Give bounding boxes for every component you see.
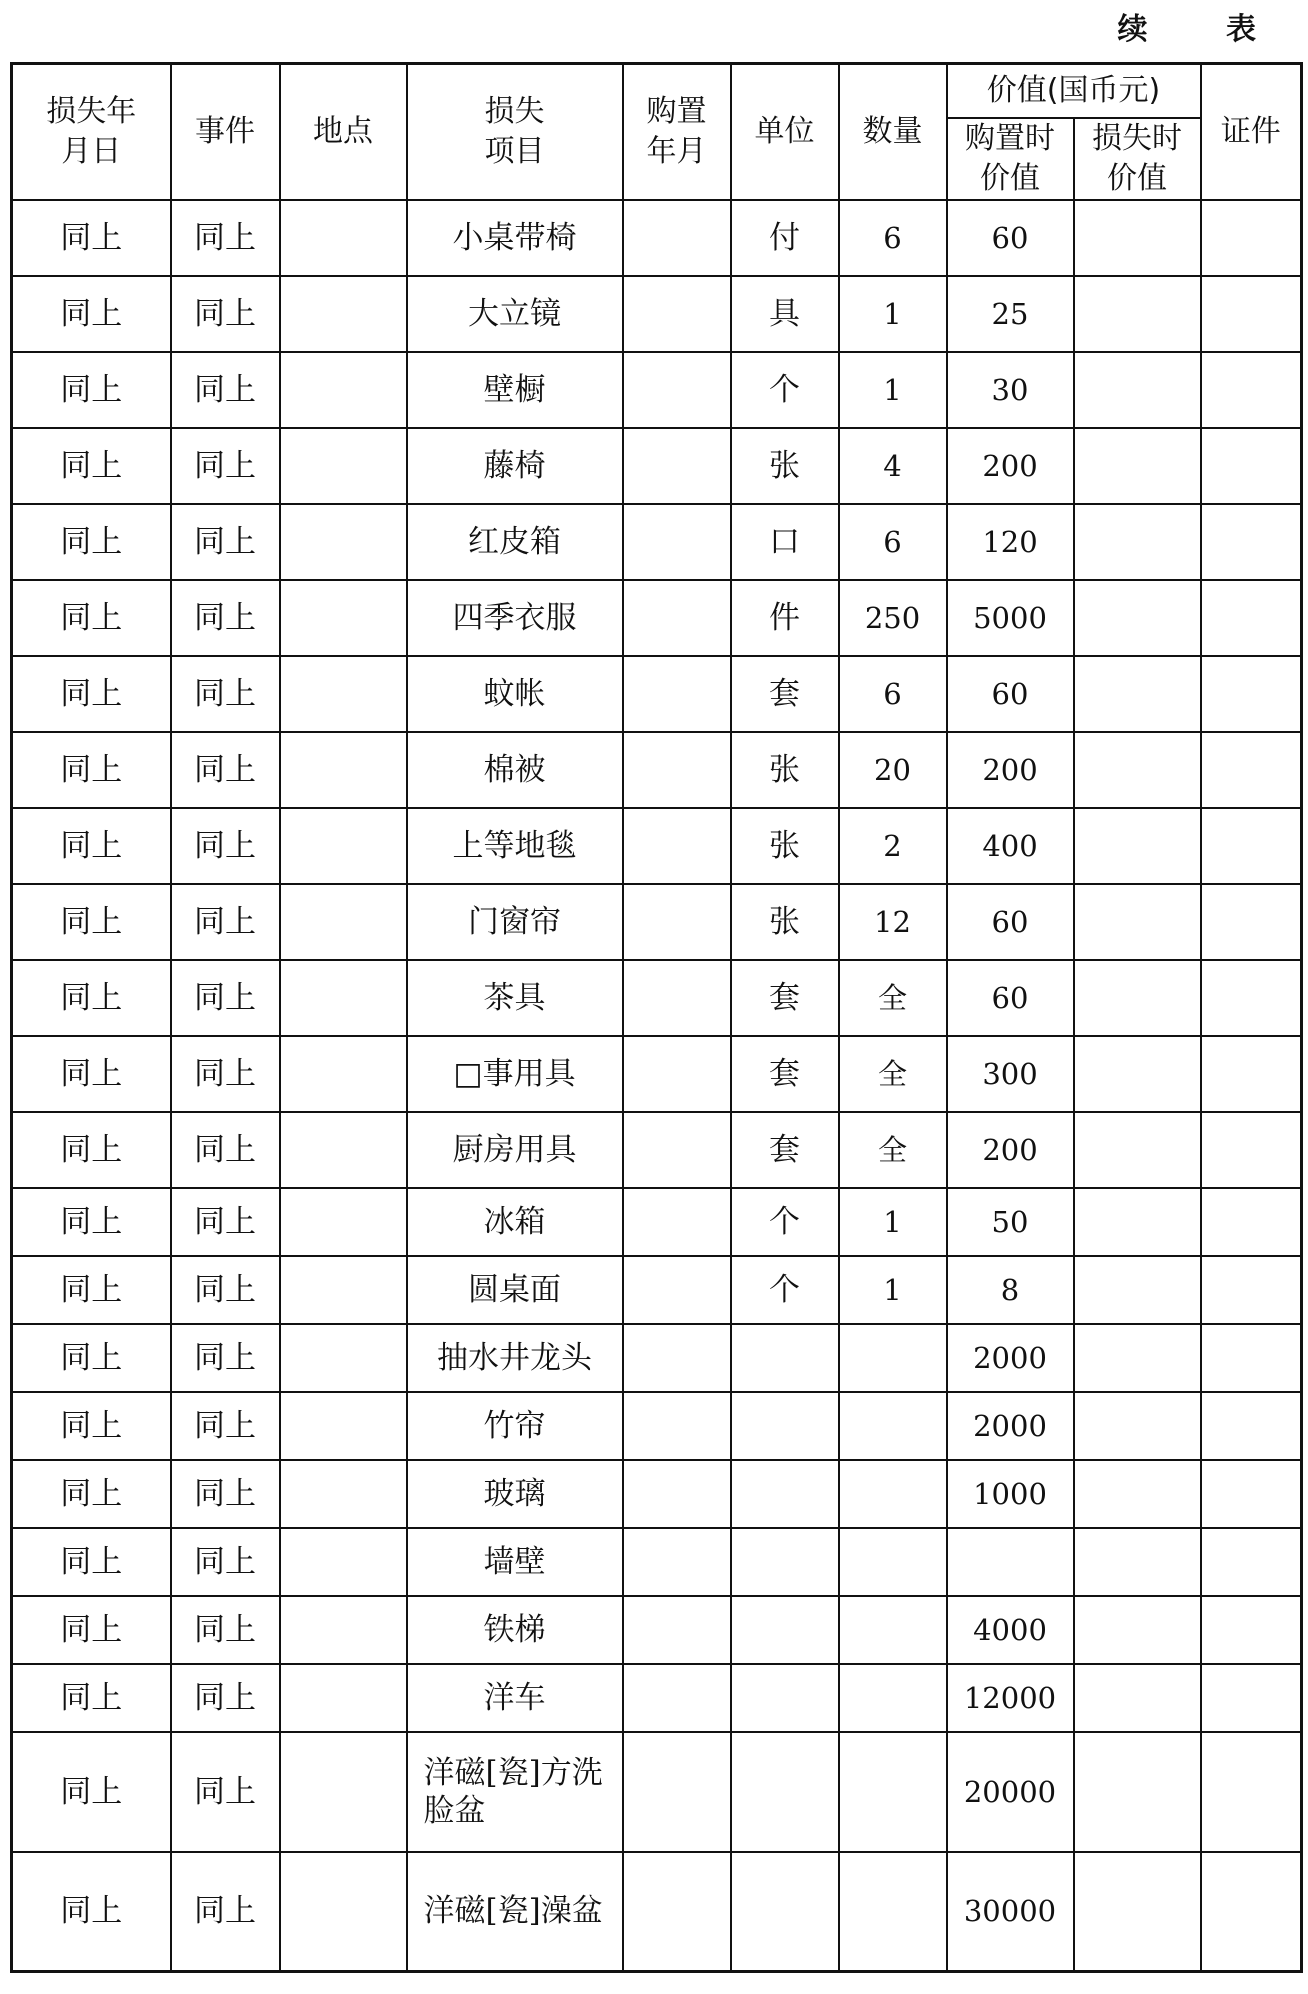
item-cell: 圆桌面 (407, 1256, 623, 1324)
event-cell: 同上 (171, 808, 280, 884)
place-cell (280, 1112, 407, 1188)
item-cell: 大立镜 (407, 276, 623, 352)
value-at-purchase-cell: 2000 (947, 1392, 1074, 1460)
purchase-date-cell (623, 884, 731, 960)
loss-date-cell: 同上 (12, 1392, 171, 1460)
place-cell (280, 276, 407, 352)
loss-date-cell: 同上 (12, 1036, 171, 1112)
certificate-cell (1201, 808, 1302, 884)
loss-date-cell: 同上 (12, 960, 171, 1036)
event-cell: 同上 (171, 1852, 280, 1972)
place-cell (280, 1596, 407, 1664)
loss-date-cell: 同上 (12, 276, 171, 352)
unit-cell (731, 1460, 839, 1528)
unit-cell: 个 (731, 1256, 839, 1324)
value-at-purchase-cell: 30 (947, 352, 1074, 428)
value-at-loss-cell (1074, 428, 1201, 504)
value-at-loss-cell (1074, 1324, 1201, 1392)
header-item (407, 64, 623, 200)
header-unit-label: 单位 (754, 113, 815, 149)
item-cell: 洋磁[瓷]澡盆 (407, 1852, 623, 1972)
purchase-date-cell (623, 1256, 731, 1324)
purchase-date-cell (623, 1324, 731, 1392)
value-at-purchase-cell: 1000 (947, 1460, 1074, 1528)
unit-cell: 个 (731, 352, 839, 428)
event-cell: 同上 (171, 352, 280, 428)
table-row (12, 808, 1302, 884)
header-value-group-label: 价值(国币元) (986, 72, 1161, 108)
quantity-cell: 12 (839, 884, 947, 960)
place-cell (280, 504, 407, 580)
place-cell (280, 1852, 407, 1972)
event-cell: 同上 (171, 1036, 280, 1112)
header-loss-date (12, 64, 171, 200)
value-at-loss-cell (1074, 1036, 1201, 1112)
unit-cell: 套 (731, 960, 839, 1036)
purchase-date-cell (623, 428, 731, 504)
event-cell: 同上 (171, 732, 280, 808)
unit-cell: 张 (731, 732, 839, 808)
event-cell: 同上 (171, 1188, 280, 1256)
value-at-loss-cell (1074, 884, 1201, 960)
event-cell: 同上 (171, 1392, 280, 1460)
certificate-cell (1201, 504, 1302, 580)
place-cell (280, 200, 407, 276)
quantity-cell: 全 (839, 1036, 947, 1112)
value-at-purchase-cell: 60 (947, 960, 1074, 1036)
value-at-purchase-cell: 60 (947, 656, 1074, 732)
unit-cell: 个 (731, 1188, 839, 1256)
unit-cell (731, 1324, 839, 1392)
loss-date-cell: 同上 (12, 1596, 171, 1664)
quantity-cell (839, 1596, 947, 1664)
event-cell: 同上 (171, 580, 280, 656)
item-cell: 墙壁 (407, 1528, 623, 1596)
header-loss-date-label: 损失年 月日 (46, 93, 137, 169)
event-cell: 同上 (171, 200, 280, 276)
loss-date-cell: 同上 (12, 1528, 171, 1596)
value-at-loss-cell (1074, 1256, 1201, 1324)
value-at-loss-cell (1074, 1596, 1201, 1664)
purchase-date-cell (623, 580, 731, 656)
loss-date-cell: 同上 (12, 1256, 171, 1324)
certificate-cell (1201, 1112, 1302, 1188)
value-at-purchase-cell: 30000 (947, 1852, 1074, 1972)
unit-cell (731, 1596, 839, 1664)
item-cell: 洋磁[瓷]方洗脸盆 (407, 1732, 623, 1852)
event-cell: 同上 (171, 1256, 280, 1324)
purchase-date-cell (623, 352, 731, 428)
quantity-cell (839, 1528, 947, 1596)
header-certificate (1201, 64, 1302, 200)
unit-cell (731, 1852, 839, 1972)
certificate-cell (1201, 960, 1302, 1036)
quantity-cell (839, 1664, 947, 1732)
item-cell: 棉被 (407, 732, 623, 808)
certificate-cell (1201, 580, 1302, 656)
loss-date-cell: 同上 (12, 428, 171, 504)
certificate-cell (1201, 1256, 1302, 1324)
value-at-loss-cell (1074, 1852, 1201, 1972)
header-unit (731, 64, 839, 200)
event-cell: 同上 (171, 1460, 280, 1528)
purchase-date-cell (623, 1112, 731, 1188)
quantity-cell (839, 1732, 947, 1852)
purchase-date-cell (623, 732, 731, 808)
header-place (280, 64, 407, 200)
unit-cell: 付 (731, 200, 839, 276)
place-cell (280, 656, 407, 732)
value-at-loss-cell (1074, 1664, 1201, 1732)
certificate-cell (1201, 1528, 1302, 1596)
value-at-purchase-cell: 50 (947, 1188, 1074, 1256)
continued-table-caption: 续 表 (1117, 12, 1290, 47)
unit-cell: 套 (731, 656, 839, 732)
item-cell: 抽水井龙头 (407, 1324, 623, 1392)
quantity-cell: 2 (839, 808, 947, 884)
place-cell (280, 1324, 407, 1392)
event-cell: 同上 (171, 960, 280, 1036)
loss-date-cell: 同上 (12, 1460, 171, 1528)
unit-cell: 具 (731, 276, 839, 352)
purchase-date-cell (623, 504, 731, 580)
purchase-date-cell (623, 1596, 731, 1664)
loss-date-cell: 同上 (12, 352, 171, 428)
value-at-purchase-cell: 60 (947, 884, 1074, 960)
unit-cell (731, 1528, 839, 1596)
place-cell (280, 1256, 407, 1324)
certificate-cell (1201, 884, 1302, 960)
table-row (12, 1392, 1302, 1460)
certificate-cell (1201, 1188, 1302, 1256)
certificate-cell (1201, 1596, 1302, 1664)
quantity-cell: 20 (839, 732, 947, 808)
loss-date-cell: 同上 (12, 884, 171, 960)
loss-date-cell: 同上 (12, 1664, 171, 1732)
certificate-cell (1201, 732, 1302, 808)
event-cell: 同上 (171, 1324, 280, 1392)
item-cell: 厨房用具 (407, 1112, 623, 1188)
event-cell: 同上 (171, 504, 280, 580)
place-cell (280, 884, 407, 960)
table-row (12, 504, 1302, 580)
quantity-cell: 250 (839, 580, 947, 656)
unit-cell: 件 (731, 580, 839, 656)
event-cell: 同上 (171, 656, 280, 732)
item-cell: 冰箱 (407, 1188, 623, 1256)
table-row (12, 1596, 1302, 1664)
item-cell: 壁橱 (407, 352, 623, 428)
header-certificate-label: 证件 (1220, 113, 1281, 149)
unit-cell: 口 (731, 504, 839, 580)
certificate-cell (1201, 656, 1302, 732)
loss-date-cell: 同上 (12, 200, 171, 276)
item-cell: □事用具 (407, 1036, 623, 1112)
value-at-loss-cell (1074, 276, 1201, 352)
value-at-purchase-cell: 400 (947, 808, 1074, 884)
loss-date-cell: 同上 (12, 732, 171, 808)
purchase-date-cell (623, 1852, 731, 1972)
purchase-date-cell (623, 656, 731, 732)
header-quantity-label: 数量 (862, 113, 923, 149)
value-at-purchase-cell: 12000 (947, 1664, 1074, 1732)
value-at-loss-cell (1074, 1112, 1201, 1188)
table-row (12, 884, 1302, 960)
header-quantity (839, 64, 947, 200)
value-at-loss-cell (1074, 1392, 1201, 1460)
value-at-loss-cell (1074, 580, 1201, 656)
quantity-cell: 1 (839, 1256, 947, 1324)
quantity-cell: 1 (839, 276, 947, 352)
purchase-date-cell (623, 808, 731, 884)
value-at-purchase-cell: 20000 (947, 1732, 1074, 1852)
header-item-label: 损失 项目 (484, 93, 545, 169)
unit-cell: 张 (731, 808, 839, 884)
certificate-cell (1201, 1036, 1302, 1112)
unit-cell: 张 (731, 884, 839, 960)
item-cell: 红皮箱 (407, 504, 623, 580)
purchase-date-cell (623, 1188, 731, 1256)
certificate-cell (1201, 428, 1302, 504)
header-event-label: 事件 (195, 113, 255, 149)
table-row (12, 580, 1302, 656)
table-row (12, 1112, 1302, 1188)
purchase-date-cell (623, 276, 731, 352)
value-at-loss-cell (1074, 1188, 1201, 1256)
event-cell: 同上 (171, 1112, 280, 1188)
loss-table (10, 62, 1303, 1973)
certificate-cell (1201, 1732, 1302, 1852)
purchase-date-cell (623, 1732, 731, 1852)
value-at-loss-cell (1074, 352, 1201, 428)
value-at-loss-cell (1074, 732, 1201, 808)
table-row (12, 1732, 1302, 1852)
certificate-cell (1201, 276, 1302, 352)
item-cell: 铁梯 (407, 1596, 623, 1664)
item-cell: 藤椅 (407, 428, 623, 504)
value-at-purchase-cell: 2000 (947, 1324, 1074, 1392)
place-cell (280, 580, 407, 656)
header-value-at-loss-label: 损失时 价值 (1092, 120, 1182, 196)
header-value-at-purchase-label: 购置时 价值 (965, 120, 1055, 196)
quantity-cell (839, 1852, 947, 1972)
value-at-loss-cell (1074, 1460, 1201, 1528)
header-event (171, 64, 280, 200)
event-cell: 同上 (171, 1596, 280, 1664)
table-row (12, 352, 1302, 428)
item-cell: 竹帘 (407, 1392, 623, 1460)
item-cell: 玻璃 (407, 1460, 623, 1528)
place-cell (280, 1528, 407, 1596)
event-cell: 同上 (171, 1528, 280, 1596)
place-cell (280, 808, 407, 884)
unit-cell: 套 (731, 1112, 839, 1188)
value-at-purchase-cell: 200 (947, 428, 1074, 504)
quantity-cell: 4 (839, 428, 947, 504)
purchase-date-cell (623, 1460, 731, 1528)
loss-date-cell: 同上 (12, 580, 171, 656)
place-cell (280, 352, 407, 428)
certificate-cell (1201, 1324, 1302, 1392)
certificate-cell (1201, 1664, 1302, 1732)
table-row (12, 1460, 1302, 1528)
item-cell: 洋车 (407, 1664, 623, 1732)
unit-cell (731, 1392, 839, 1460)
table-row (12, 200, 1302, 276)
table-body (12, 200, 1302, 1972)
value-at-purchase-cell: 120 (947, 504, 1074, 580)
certificate-cell (1201, 1852, 1302, 1972)
loss-date-cell: 同上 (12, 1852, 171, 1972)
place-cell (280, 1664, 407, 1732)
value-at-purchase-cell: 200 (947, 1112, 1074, 1188)
table-row (12, 960, 1302, 1036)
value-at-purchase-cell: 60 (947, 200, 1074, 276)
item-cell: 蚊帐 (407, 656, 623, 732)
quantity-cell (839, 1392, 947, 1460)
quantity-cell (839, 1460, 947, 1528)
certificate-cell (1201, 1460, 1302, 1528)
unit-cell: 套 (731, 1036, 839, 1112)
header-value-group (947, 64, 1201, 118)
quantity-cell: 6 (839, 656, 947, 732)
purchase-date-cell (623, 1528, 731, 1596)
table-row (12, 1852, 1302, 1972)
value-at-loss-cell (1074, 960, 1201, 1036)
unit-cell: 张 (731, 428, 839, 504)
value-at-loss-cell (1074, 656, 1201, 732)
place-cell (280, 960, 407, 1036)
quantity-cell: 1 (839, 1188, 947, 1256)
value-at-purchase-cell: 25 (947, 276, 1074, 352)
header-value-at-loss (1074, 118, 1201, 200)
value-at-purchase-cell (947, 1528, 1074, 1596)
table-row (12, 1324, 1302, 1392)
value-at-loss-cell (1074, 504, 1201, 580)
value-at-purchase-cell: 5000 (947, 580, 1074, 656)
unit-cell (731, 1664, 839, 1732)
place-cell (280, 1392, 407, 1460)
value-at-loss-cell (1074, 808, 1201, 884)
value-at-loss-cell (1074, 1732, 1201, 1852)
place-cell (280, 428, 407, 504)
event-cell: 同上 (171, 276, 280, 352)
event-cell: 同上 (171, 428, 280, 504)
certificate-cell (1201, 200, 1302, 276)
quantity-cell: 6 (839, 200, 947, 276)
purchase-date-cell (623, 960, 731, 1036)
table-header (12, 64, 1302, 200)
table-row (12, 1188, 1302, 1256)
quantity-cell: 1 (839, 352, 947, 428)
table-row (12, 276, 1302, 352)
unit-cell (731, 1732, 839, 1852)
place-cell (280, 732, 407, 808)
loss-date-cell: 同上 (12, 1188, 171, 1256)
table-row (12, 1664, 1302, 1732)
table-row (12, 428, 1302, 504)
header-place-label: 地点 (313, 113, 373, 149)
value-at-purchase-cell: 4000 (947, 1596, 1074, 1664)
loss-date-cell: 同上 (12, 808, 171, 884)
item-cell: 门窗帘 (407, 884, 623, 960)
quantity-cell (839, 1324, 947, 1392)
place-cell (280, 1732, 407, 1852)
header-purchase-date (623, 64, 731, 200)
certificate-cell (1201, 1392, 1302, 1460)
loss-date-cell: 同上 (12, 1112, 171, 1188)
place-cell (280, 1188, 407, 1256)
loss-date-cell: 同上 (12, 504, 171, 580)
loss-date-cell: 同上 (12, 1324, 171, 1392)
value-at-purchase-cell: 8 (947, 1256, 1074, 1324)
place-cell (280, 1460, 407, 1528)
header-value-at-purchase (947, 118, 1074, 200)
purchase-date-cell (623, 1664, 731, 1732)
loss-date-cell: 同上 (12, 656, 171, 732)
table-row (12, 1036, 1302, 1112)
purchase-date-cell (623, 200, 731, 276)
table-row (12, 1528, 1302, 1596)
quantity-cell: 全 (839, 1112, 947, 1188)
purchase-date-cell (623, 1036, 731, 1112)
event-cell: 同上 (171, 1732, 280, 1852)
event-cell: 同上 (171, 884, 280, 960)
table-row (12, 1256, 1302, 1324)
value-at-loss-cell (1074, 1528, 1201, 1596)
certificate-cell (1201, 352, 1302, 428)
event-cell: 同上 (171, 1664, 280, 1732)
item-cell: 茶具 (407, 960, 623, 1036)
table-row (12, 732, 1302, 808)
loss-date-cell: 同上 (12, 1732, 171, 1852)
purchase-date-cell (623, 1392, 731, 1460)
value-at-purchase-cell: 300 (947, 1036, 1074, 1112)
quantity-cell: 全 (839, 960, 947, 1036)
table-row (12, 656, 1302, 732)
item-cell: 上等地毯 (407, 808, 623, 884)
item-cell: 四季衣服 (407, 580, 623, 656)
item-cell: 小桌带椅 (407, 200, 623, 276)
quantity-cell: 6 (839, 504, 947, 580)
header-purchase-date-label: 购置 年月 (646, 93, 707, 169)
place-cell (280, 1036, 407, 1112)
value-at-purchase-cell: 200 (947, 732, 1074, 808)
value-at-loss-cell (1074, 200, 1201, 276)
